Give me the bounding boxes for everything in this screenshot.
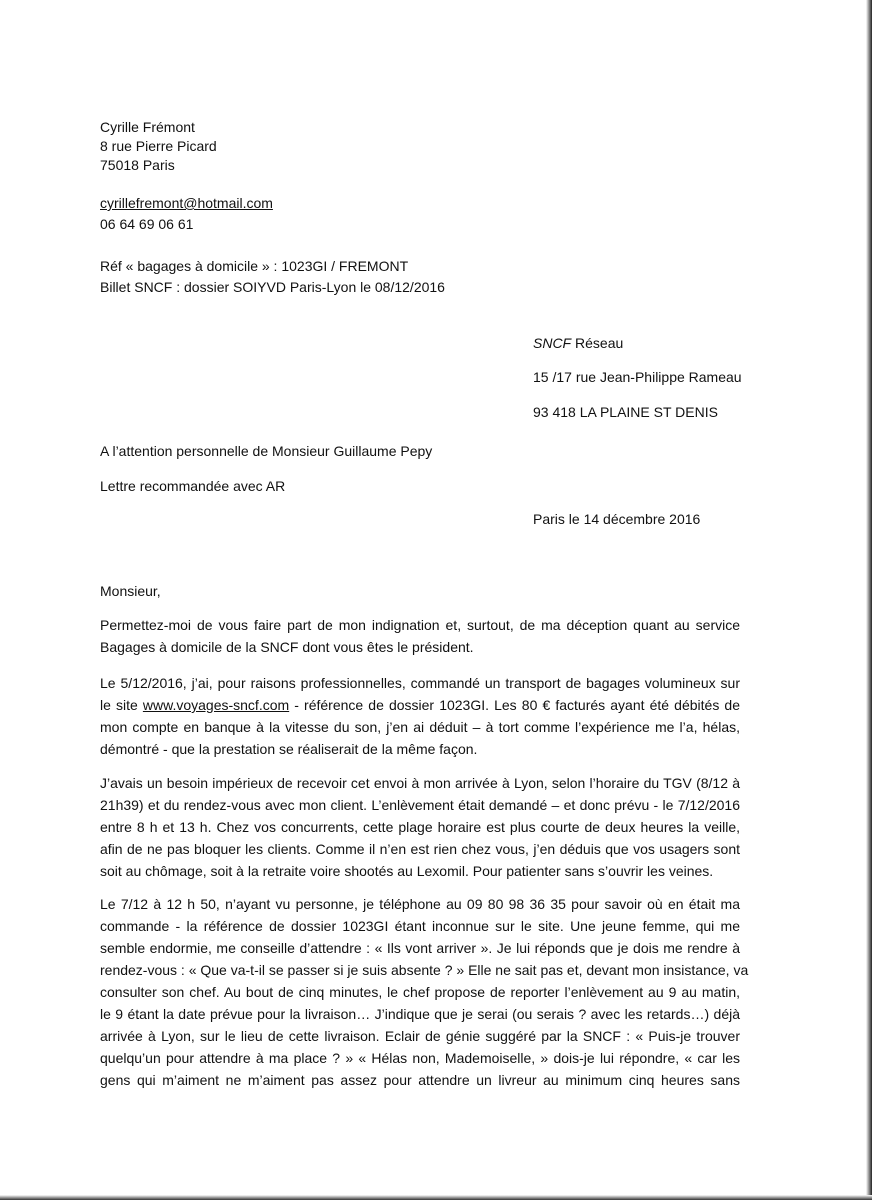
sender-street: 8 rue Pierre Picard <box>100 138 217 154</box>
paragraph-line: Le 7/12 à 12 h 50, n’ayant vu personne, je téléphone au 09 80 98 36 35 pour savoir où en était ma <box>100 896 740 912</box>
paragraph-line: Permettez-moi de vous faire part de mon indignation et, surtout, de ma déception quant au service <box>100 617 740 633</box>
ticket-reference: Billet SNCF : dossier SOIYVD Paris-Lyon le 08/12/2016 <box>100 279 445 295</box>
paragraph-line: démontré - que la prestation se réaliserait de la même façon. <box>100 741 478 757</box>
paragraph-line: soit au chômage, soit à la retraite voire shootés au Lexomil. Pour patienter sans s’ouvrir les veines. <box>100 863 714 879</box>
paragraph-line: arrivée à Lyon, sur le lieu de cette livraison. Eclair de génie suggéré par la SNCF : « Puis-je trouver <box>100 1028 740 1044</box>
recipient-street: 15 /17 rue Jean-Philippe Rameau <box>533 369 742 385</box>
text-fragment: - référence de dossier 1023GI. Les 80 € facturés ayant été débités de <box>289 697 740 713</box>
paragraph-line: J’avais un besoin impérieux de recevoir cet envoi à mon arrivée à Lyon, selon l’horaire du TGV (8/12 à <box>100 775 740 791</box>
paragraph-3 <box>100 772 740 882</box>
paragraph-1 <box>100 614 740 658</box>
sender-city: 75018 Paris <box>100 157 175 173</box>
paragraph-line: entre 8 h et 13 h. Chez vos concurrents, cette plage horaire est plus courte de deux heures la veille, <box>100 819 740 835</box>
salutation: Monsieur, <box>100 583 161 599</box>
paragraph-line-with-link <box>100 694 740 716</box>
recipient-org-italic: SNCF <box>533 335 572 351</box>
paragraph-line: commande - la référence de dossier 1023GI étant inconnue sur le site. Une jeune femme, qui me <box>100 918 740 934</box>
paragraph-line: afin de ne pas bloquer les clients. Comme il n’en est rien chez vous, j’en déduis que vos usagers sont <box>100 841 740 857</box>
recipient-city: 93 418 LA PLAINE ST DENIS <box>533 404 718 420</box>
paragraph-line: Le 5/12/2016, j’ai, pour raisons professionnelles, commandé un transport de bagages volumineux sur <box>100 675 740 691</box>
baggage-reference: Réf « bagages à domicile » : 1023GI / FREMONT <box>100 258 409 274</box>
scan-edge-bottom <box>0 1195 872 1200</box>
paragraph-line: consulter son chef. Au bout de cinq minutes, le chef propose de reporter l’enlèvement au 9 au matin, <box>100 984 740 1000</box>
paragraph-line: Bagages à domicile de la SNCF dont vous êtes le président. <box>100 639 474 655</box>
letter-date: Paris le 14 décembre 2016 <box>533 511 701 527</box>
paragraph-4 <box>100 893 749 1091</box>
paragraph-line: rendez-vous : « Que va-t-il se passer si je suis absente ? » Elle ne sait pas et, devant mon insistance, va <box>100 962 749 978</box>
sender-phone: 06 64 69 06 61 <box>100 216 194 232</box>
paragraph-2 <box>100 672 740 760</box>
voyages-sncf-link: www.voyages-sncf.com <box>142 697 290 713</box>
paragraph-line: gens qui m’aiment ne m’aiment pas assez pour attendre un livreur au minimum cinq heures sans <box>100 1072 740 1088</box>
scan-edge-right <box>866 0 872 1200</box>
recipient-org <box>533 334 623 352</box>
sender-name: Cyrille Frémont <box>100 119 195 135</box>
text-fragment: le site <box>100 697 143 713</box>
recipient-org-rest: Réseau <box>571 335 624 351</box>
paragraph-line: quelqu’un pour attendre à ma place ? » « Hélas non, Mademoiselle, » dois-je lui répondre, « car les <box>100 1050 740 1066</box>
sender-email: cyrillefremont@hotmail.com <box>100 195 273 211</box>
paragraph-line: 21h39) et du rendez-vous avec mon client. L’enlèvement était demandé – et donc prévu - le 7/12/2016 <box>100 797 740 813</box>
paragraph-line: le 9 étant la date prévue pour la livraison… J’indique que je serai (ou serais ? avec les retards…) déjà <box>100 1006 740 1022</box>
attention-line: A l’attention personnelle de Monsieur Guillaume Pepy <box>100 443 433 459</box>
paragraph-line: mon compte en banque à la vitesse du son, j’en ai déduit – à tort comme l’expérience me l’a, hélas, <box>100 719 740 735</box>
paragraph-line: semble endormie, me conseille d’attendre : « Ils vont arriver ». Je lui réponds que je dois me rendre à <box>100 940 740 956</box>
delivery-method: Lettre recommandée avec AR <box>100 478 286 494</box>
